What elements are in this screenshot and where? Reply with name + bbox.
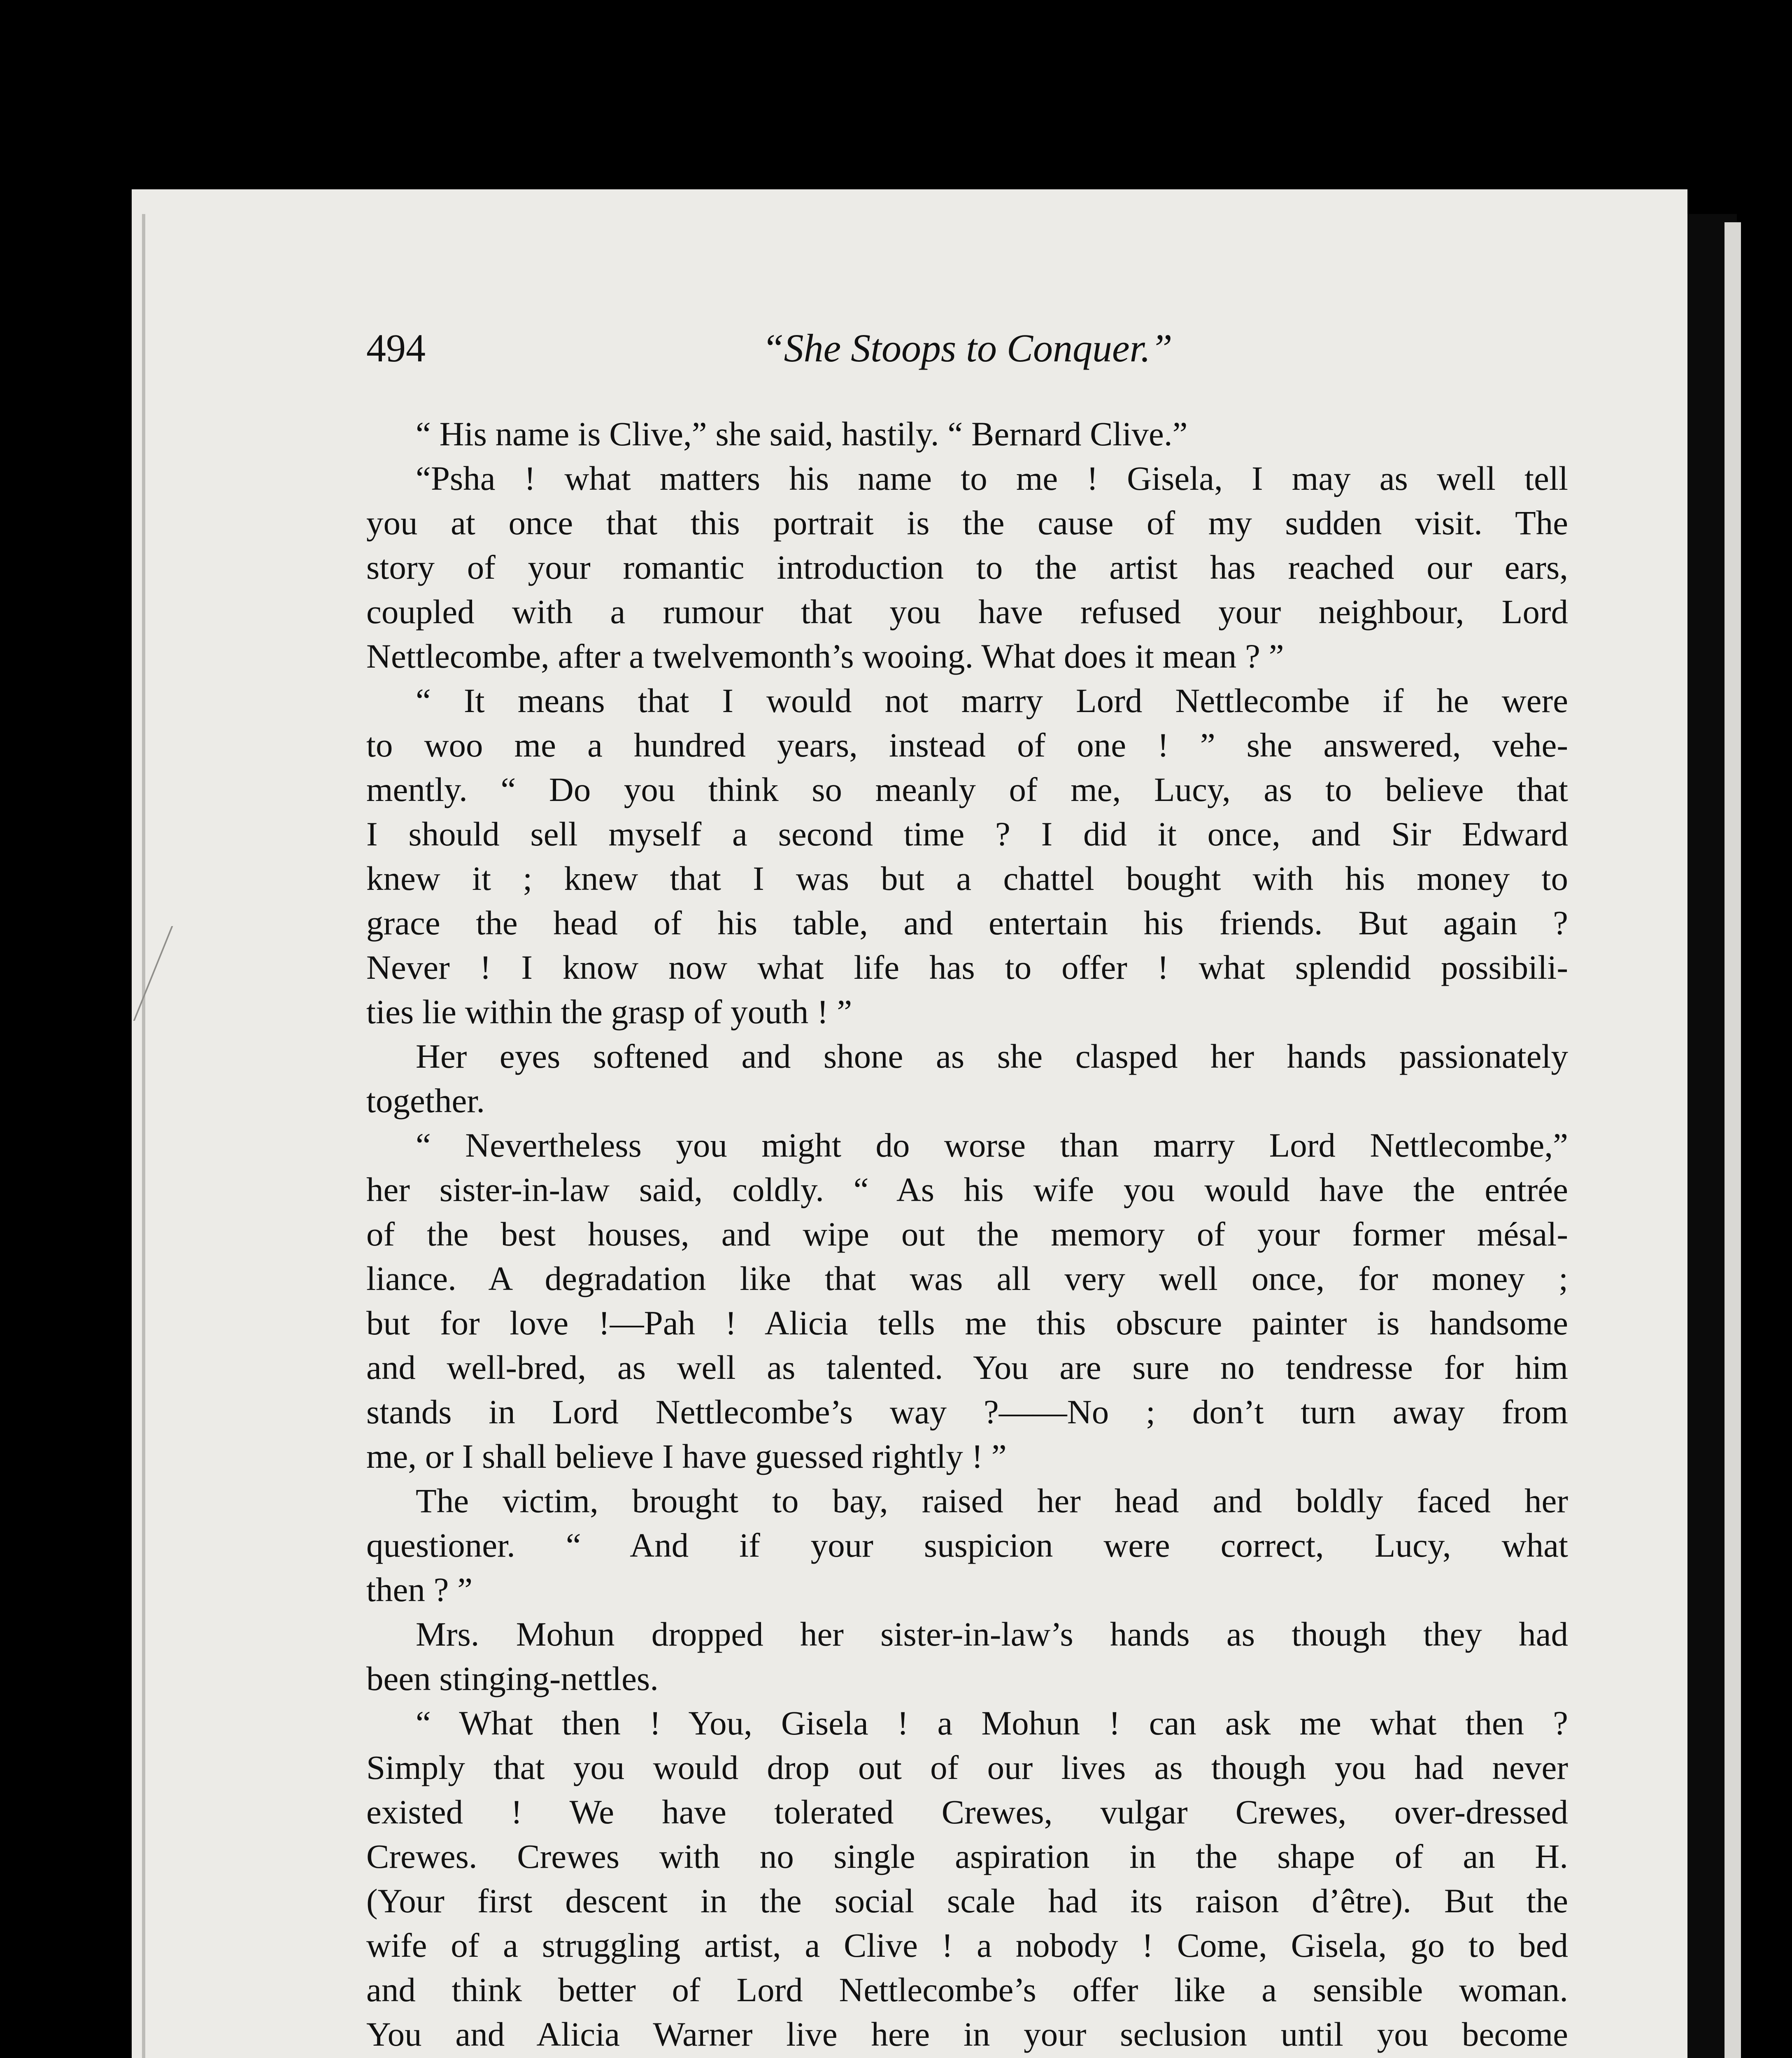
text-line: story of your romantic introduction to the artist has reached our ears, (366, 548, 1568, 586)
body-text (366, 412, 1568, 2058)
text-line: mently. “ Do you think so meanly of me, Lucy, as to believe that (366, 771, 1568, 808)
text-line: Her eyes softened and shone as she clasped her hands passionately (416, 1037, 1568, 1075)
text-line: The victim, brought to bay, raised her head and boldly faced her (416, 1482, 1568, 1520)
text-line: “ His name is Clive,” she said, hastily. “ Bernard Clive.” (416, 415, 1188, 453)
text-line: to woo me a hundred years, instead of one ! ” she answered, vehe- (366, 726, 1568, 764)
text-line: me, or I shall believe I have guessed rightly ! ” (366, 1437, 1007, 1475)
text-line: and think better of Lord Nettlecombe’s offer like a sensible woman. (366, 1971, 1568, 2009)
running-title: “She Stoops to Conquer.” (762, 326, 1173, 370)
text-line: “ Nevertheless you might do worse than marry Lord Nettlecombe,” (416, 1126, 1568, 1164)
text-line: been stinging-nettles. (366, 1660, 659, 1697)
text-line: I should sell myself a second time ? I did it once, and Sir Edward (366, 815, 1568, 853)
page-header (366, 325, 1568, 383)
text-line: Crewes. Crewes with no single aspiration in the shape of an H. (366, 1837, 1568, 1875)
text-line: and well-bred, as well as talented. You are sure no tendresse for him (366, 1348, 1568, 1386)
text-line: “ What then ! You, Gisela ! a Mohun ! can ask me what then ? (416, 1704, 1568, 1742)
text-line: you at once that this portrait is the cause of my sudden visit. The (366, 504, 1568, 542)
text-line: “Psha ! what matters his name to me ! Gisela, I may as well tell (416, 459, 1568, 497)
text-line: Mrs. Mohun dropped her sister-in-law’s hands as though they had (416, 1615, 1568, 1653)
text-line: You and Alicia Warner live here in your seclusion until you become (366, 2015, 1568, 2053)
text-line: stands in Lord Nettlecombe’s way ?——No ; don’t turn away from (366, 1393, 1568, 1431)
text-line: existed ! We have tolerated Crewes, vulgar Crewes, over-dressed (366, 1793, 1568, 1831)
text-line: then ? ” (366, 1571, 473, 1609)
text-line: but for love !—Pah ! Alicia tells me this obscure painter is handsome (366, 1304, 1568, 1342)
page-number: 494 (366, 326, 426, 370)
text-line: Nettlecombe, after a twelvemonth’s wooing. What does it mean ? ” (366, 637, 1284, 675)
page-margin-rule (142, 214, 145, 2058)
text-line: wife of a struggling artist, a Clive ! a nobody ! Come, Gisela, go to bed (366, 1926, 1568, 1964)
text-line: (Your first descent in the social scale had its raison d’être). But the (366, 1882, 1568, 1920)
text-line: of the best houses, and wipe out the memory of your former mésal- (366, 1215, 1568, 1253)
text-line: ties lie within the grasp of youth ! ” (366, 993, 852, 1031)
text-line: knew it ; knew that I was but a chattel bought with his money to (366, 859, 1568, 897)
text-line (366, 2056, 1568, 2058)
facing-page-edge (1725, 222, 1741, 2058)
text-line: liance. A degradation like that was all very well once, for money ; (366, 1259, 1568, 1297)
text-line: Simply that you would drop out of our lives as though you had never (366, 1748, 1568, 1786)
text-line: coupled with a rumour that you have refused your neighbour, Lord (366, 593, 1568, 631)
text-line: Never ! I know now what life has to offer ! what splendid possibili- (366, 948, 1568, 986)
text-line: together. (366, 1082, 485, 1120)
text-line: grace the head of his table, and entertain his friends. But again ? (366, 904, 1568, 942)
text-line: her sister-in-law said, coldly. “ As his wife you would have the entrée (366, 1171, 1568, 1208)
text-line: “ It means that I would not marry Lord Nettlecombe if he were (416, 682, 1568, 719)
text-line: questioner. “ And if your suspicion were correct, Lucy, what (366, 1526, 1568, 1564)
